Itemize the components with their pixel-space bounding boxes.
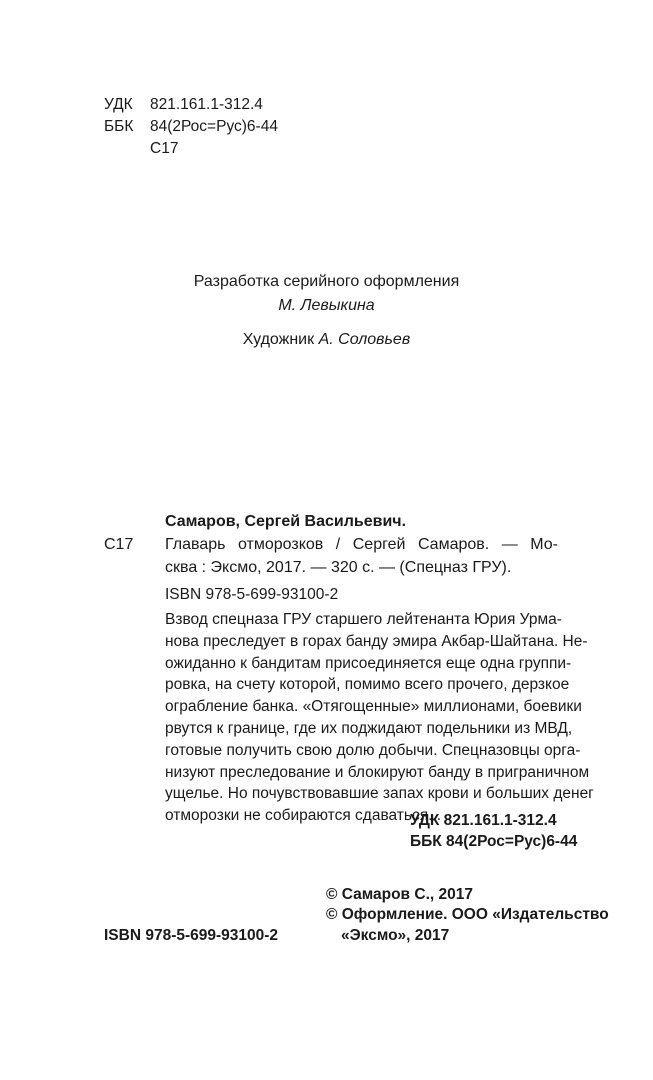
annotation-line: отморозки не собираются сдаваться... bbox=[165, 807, 442, 825]
annotation-line: ущелье. Но почувствовавшие запах крови и больших денег bbox=[165, 785, 594, 803]
bbk-value: 84(2Рос=Рус)6-44 bbox=[150, 118, 278, 135]
series-design-label: Разработка серийного оформления bbox=[193, 273, 460, 290]
annotation-line: нова преследует в горах банду эмира Акбар-Шайтана. Не- bbox=[165, 632, 588, 650]
isbn: ISBN 978-5-699-93100-2 bbox=[165, 586, 339, 603]
author-mark-top: С17 bbox=[150, 140, 179, 157]
author-heading: Самаров, Сергей Васильевич. bbox=[165, 513, 407, 530]
artist-name: А. Соловьев bbox=[318, 331, 411, 348]
series-designer: М. Левыкина bbox=[278, 297, 375, 314]
artist-credit bbox=[0, 328, 653, 352]
isbn-footer: ISBN 978-5-699-93100-2 bbox=[104, 927, 279, 944]
annotation-line: низуют преследование и блокируют банду в приграничном bbox=[165, 763, 590, 781]
annotation-line: ограбление банка. «Отягощенные» миллионами, боевики bbox=[165, 698, 582, 716]
title-line-2: сква : Эксмо, 2017. — 320 с. — (Спецназ ГРУ). bbox=[165, 559, 512, 576]
artist-label: Художник bbox=[242, 331, 315, 348]
title-line-1: Главарь отморозков / Сергей Самаров. — Мо- bbox=[165, 536, 558, 553]
annotation-line: ровка, на счету которой, помимо всего прочего, дерзкое bbox=[165, 676, 570, 694]
annotation-line: Взвод спецназа ГРУ старшего лейтенанта Юрия Урма- bbox=[165, 611, 562, 628]
annotation-line: готовые получить свою долю добычи. Спецназовцы орга- bbox=[165, 741, 581, 759]
annotation-line: рвутся к границе, где их поджидают подельники из МВД, bbox=[165, 719, 573, 737]
copyright-design-line-1: © Оформление. ООО «Издательство bbox=[326, 906, 609, 923]
udk-bottom: УДК 821.161.1-312.4 bbox=[410, 812, 557, 829]
copyright-author: © Самаров С., 2017 bbox=[326, 886, 473, 903]
udk-label: УДК bbox=[104, 96, 133, 113]
bbk-bottom: ББК 84(2Рос=Рус)6-44 bbox=[410, 833, 578, 850]
bbk-label: ББК bbox=[104, 118, 134, 135]
copyright-design-line-2: «Эксмо», 2017 bbox=[341, 927, 450, 944]
udk-value: 821.161.1-312.4 bbox=[150, 96, 263, 113]
annotation-line: ожиданно к бандитам присоединяется еще одна группи- bbox=[165, 654, 572, 672]
annotation bbox=[165, 609, 594, 827]
author-mark: С17 bbox=[104, 536, 134, 553]
